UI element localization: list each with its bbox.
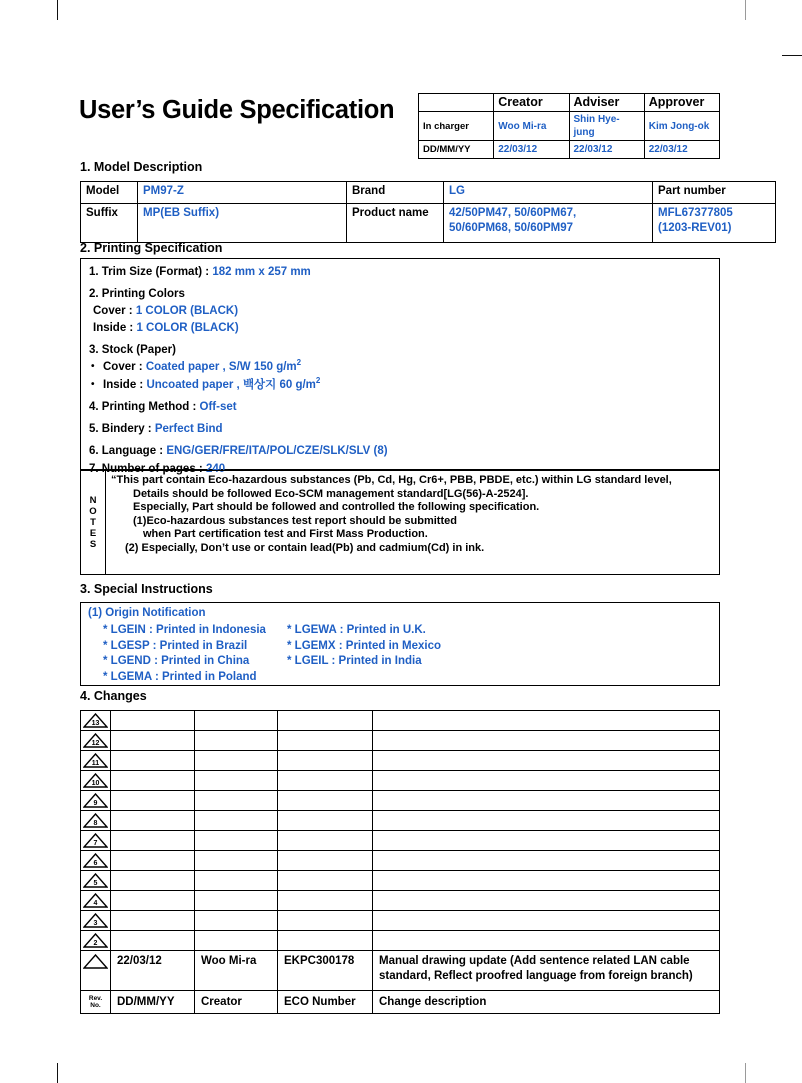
origin-list-column-2 <box>287 623 441 670</box>
revision-marker-cell <box>81 951 111 991</box>
notes-line-3: Especially, Part should be followed and controlled the following specification. <box>133 501 540 514</box>
origin-item-lgewa: * LGEWA : Printed in U.K. <box>287 624 426 636</box>
revision-triangle-icon <box>83 773 108 788</box>
bindery-label: 5. Bindery : <box>89 423 155 435</box>
table-row <box>81 771 720 791</box>
approval-col-approver: Approver <box>644 94 719 112</box>
change-description-cell <box>373 851 720 871</box>
revision-marker-cell <box>81 731 111 751</box>
table-row-active-revision <box>81 951 720 991</box>
approval-approver-date: 22/03/12 <box>644 141 719 159</box>
approval-table <box>418 93 720 159</box>
revision-marker-cell <box>81 831 111 851</box>
model-label: Model <box>81 182 138 204</box>
stock-label: 3. Stock (Paper) <box>89 344 176 356</box>
brand-value: LG <box>444 182 653 204</box>
change-creator-cell <box>195 811 278 831</box>
printing-specification-box <box>80 258 720 475</box>
change-date-cell <box>111 851 195 871</box>
printing-method-value: Off-set <box>199 401 237 413</box>
table-row <box>81 871 720 891</box>
suffix-value: MP(EB Suffix) <box>138 204 347 243</box>
section-heading-special-instructions: 3. Special Instructions <box>80 582 213 596</box>
origin-item-lgema: * LGEMA : Printed in Poland <box>103 670 257 683</box>
printing-colors-label: 2. Printing Colors <box>89 288 185 300</box>
origin-item-lgend: * LGEND : Printed in China <box>103 655 250 667</box>
column-header-date: DD/MM/YY <box>111 991 195 1014</box>
language-line <box>89 444 388 458</box>
model-description-table <box>80 181 776 243</box>
model-value: PM97-Z <box>138 182 347 204</box>
inside-color-value: 1 COLOR (BLACK) <box>136 322 239 334</box>
change-creator-cell <box>195 871 278 891</box>
change-date-cell <box>111 751 195 771</box>
revision-marker-cell <box>81 931 111 951</box>
model-table-row-1 <box>81 182 776 204</box>
change-date-cell <box>111 931 195 951</box>
bindery-value: Perfect Bind <box>154 423 223 435</box>
change-date-cell <box>111 911 195 931</box>
notes-letter-e: E <box>89 528 97 539</box>
revision-triangle-icon <box>83 753 108 768</box>
revision-marker-cell <box>81 771 111 791</box>
change-description-cell <box>373 731 720 751</box>
change-eco-cell <box>278 891 373 911</box>
column-header-eco-number: ECO Number <box>278 991 373 1014</box>
approval-row-label-in-charger: In charger <box>419 112 494 141</box>
revision-marker-cell <box>81 891 111 911</box>
notes-letter-t: T <box>90 517 96 528</box>
part-number-line-1: MFL67377805 <box>658 207 733 219</box>
revision-marker-cell <box>81 751 111 771</box>
change-date-cell <box>111 731 195 751</box>
revision-triangle-icon <box>83 893 108 908</box>
change-description-line-2: standard, Reflect proofred language from foreign branch) <box>379 970 693 982</box>
change-eco-cell <box>278 871 373 891</box>
revision-marker-cell <box>81 711 111 731</box>
change-description-cell <box>373 931 720 951</box>
table-row <box>81 931 720 951</box>
language-value: ENG/GER/FRE/ITA/POL/CZE/SLK/SLV (8) <box>166 445 388 457</box>
inside-color-label: Inside : <box>93 322 137 334</box>
table-row <box>81 891 720 911</box>
cover-color-line <box>93 304 238 318</box>
change-date-cell <box>111 791 195 811</box>
notes-line-6: (2) Especially, Don’t use or contain lead(Pb) and cadmium(Cd) in ink. <box>125 541 485 554</box>
revision-triangle-icon <box>83 733 108 748</box>
revision-marker-cell <box>81 871 111 891</box>
change-eco-cell <box>278 811 373 831</box>
section-heading-model-description: 1. Model Description <box>80 160 203 174</box>
change-description-line-1: Manual drawing update (Add sentence related LAN cable <box>379 955 690 967</box>
table-row <box>81 791 720 811</box>
revision-number: 9 <box>93 799 98 807</box>
language-label: 6. Language : <box>89 445 167 457</box>
approval-corner-cell <box>419 94 494 112</box>
printing-method-label: 4. Printing Method : <box>89 401 200 413</box>
changes-table <box>80 710 720 1014</box>
change-eco-cell <box>278 851 373 871</box>
table-row <box>81 911 720 931</box>
change-description-cell <box>373 831 720 851</box>
change-eco-cell: EKPC300178 <box>278 951 373 991</box>
change-creator-cell <box>195 911 278 931</box>
change-description-cell <box>373 871 720 891</box>
crop-mark-bottom-left <box>57 1063 58 1083</box>
table-row <box>81 711 720 731</box>
change-description-cell <box>373 791 720 811</box>
change-creator-cell <box>195 771 278 791</box>
product-name-value <box>444 204 653 243</box>
change-eco-cell <box>278 791 373 811</box>
change-creator-cell: Woo Mi-ra <box>195 951 278 991</box>
stock-inside-line <box>103 378 320 392</box>
change-description-cell <box>373 811 720 831</box>
change-description-cell <box>373 751 720 771</box>
printing-method-line <box>89 400 237 414</box>
pages-label: 7. Number of pages : <box>89 463 206 475</box>
revision-triangle-icon <box>83 853 108 868</box>
revision-triangle-icon <box>83 913 108 928</box>
section-heading-changes: 4. Changes <box>80 689 147 703</box>
change-description-cell <box>373 711 720 731</box>
revision-number: 3 <box>93 919 98 927</box>
approval-col-creator: Creator <box>494 94 569 112</box>
product-name-line-2: 50/60PM68, 50/60PM97 <box>449 222 574 234</box>
change-eco-cell <box>278 711 373 731</box>
revision-marker-cell <box>81 851 111 871</box>
revision-number: 10 <box>91 779 100 787</box>
change-description-cell <box>373 771 720 791</box>
origin-item-lgesp: * LGESP : Printed in Brazil <box>103 639 248 652</box>
approval-col-adviser: Adviser <box>569 94 644 112</box>
suffix-label: Suffix <box>81 204 138 243</box>
rev-no-label-line-1: Rev. <box>88 994 103 1002</box>
part-number-line-2: (1203-REV01) <box>658 222 732 234</box>
product-name-line-1: 42/50PM47, 50/60PM67, <box>449 207 577 219</box>
origin-item-lgeil: * LGEIL : Printed in India <box>287 655 422 667</box>
section-heading-printing-specification: 2. Printing Specification <box>80 241 223 255</box>
trim-size-label: 1. Trim Size (Format) : <box>89 266 213 278</box>
column-header-creator: Creator <box>195 991 278 1014</box>
approval-creator-date: 22/03/12 <box>494 141 569 159</box>
part-number-value <box>653 204 776 243</box>
notes-letter-n: N <box>89 495 97 506</box>
revision-marker-cell <box>81 791 111 811</box>
notes-line-2: Details should be followed Eco-SCM management standard[LG(56)-A-2524]. <box>133 487 529 500</box>
bindery-line <box>89 422 223 436</box>
revision-number: 4 <box>93 899 98 907</box>
change-eco-cell <box>278 771 373 791</box>
page-title: User’s Guide Specification <box>79 96 395 124</box>
part-number-label: Part number <box>653 182 776 204</box>
revision-number-header-cell <box>81 991 111 1014</box>
change-eco-cell <box>278 931 373 951</box>
revision-marker-cell <box>81 811 111 831</box>
change-date-cell <box>111 871 195 891</box>
revision-triangle-icon <box>83 873 108 888</box>
change-creator-cell <box>195 791 278 811</box>
trim-size-value: 182 mm x 257 mm <box>212 266 311 278</box>
change-date-cell <box>111 891 195 911</box>
change-creator-cell <box>195 831 278 851</box>
change-eco-cell <box>278 911 373 931</box>
notes-letter-s: S <box>89 539 97 550</box>
change-date-cell <box>111 771 195 791</box>
changes-table-body <box>81 711 720 1014</box>
approval-creator-name: Woo Mi-ra <box>494 112 569 141</box>
table-row <box>81 851 720 871</box>
change-eco-cell <box>278 731 373 751</box>
special-instructions-box <box>80 602 720 686</box>
crop-mark-top-right <box>745 0 746 20</box>
revision-number: 11 <box>91 759 100 767</box>
notes-line-1: “This part contain Eco-hazardous substances (Pb, Cd, Hg, Cr6+, PBB, PBDE, etc.) within LG standard level, <box>111 474 672 486</box>
model-table-row-2 <box>81 204 776 243</box>
change-date-cell <box>111 711 195 731</box>
trim-size-line <box>89 265 311 279</box>
revision-triangle-icon <box>83 933 108 948</box>
change-date-cell <box>111 811 195 831</box>
revision-triangle-icon <box>83 813 108 828</box>
cover-color-value: 1 COLOR (BLACK) <box>135 305 239 317</box>
revision-triangle-icon <box>83 793 108 808</box>
table-row <box>81 831 720 851</box>
stock-cover-value: Coated paper , S/W 150 g/m <box>145 361 297 373</box>
change-description-cell <box>373 951 720 991</box>
change-creator-cell <box>195 851 278 871</box>
revision-number: 8 <box>93 819 98 827</box>
table-header-row <box>81 991 720 1014</box>
stock-inside-label: Inside : <box>103 379 147 391</box>
origin-notification-title: (1) Origin Notification <box>88 607 206 619</box>
approval-row-label-date: DD/MM/YY <box>419 141 494 159</box>
crop-mark-top-left <box>57 0 58 20</box>
column-header-change-description: Change description <box>373 991 720 1014</box>
notes-letter-o: O <box>89 506 97 517</box>
approval-adviser-date: 22/03/12 <box>569 141 644 159</box>
notes-box <box>80 470 720 575</box>
change-creator-cell <box>195 891 278 911</box>
origin-list-column-1 <box>103 623 266 685</box>
change-creator-cell <box>195 931 278 951</box>
notes-line-5: when Part certification test and First Mass Production. <box>143 528 428 541</box>
change-creator-cell <box>195 731 278 751</box>
change-description-cell <box>373 911 720 931</box>
change-date-cell: 22/03/12 <box>111 951 195 991</box>
change-eco-cell <box>278 831 373 851</box>
notes-vertical-label <box>81 471 106 574</box>
crop-mark-top-right-horizontal <box>782 55 802 56</box>
approval-approver-name: Kim Jong-ok <box>644 112 719 141</box>
origin-item-lgein: * LGEIN : Printed in Indonesia <box>103 624 266 636</box>
product-name-label: Product name <box>347 204 444 243</box>
approval-header-row <box>419 94 720 112</box>
cover-color-label: Cover : <box>93 305 136 317</box>
revision-number: 5 <box>93 879 98 887</box>
inside-color-line <box>93 321 239 335</box>
revision-triangle-icon <box>83 954 108 969</box>
revision-triangle-icon <box>83 833 108 848</box>
stock-cover-line <box>103 360 301 374</box>
crop-mark-bottom-right <box>745 1063 746 1083</box>
approval-adviser-name: Shin Hye-jung <box>569 112 644 141</box>
revision-number: 2 <box>93 939 98 947</box>
revision-triangle-icon <box>83 713 108 728</box>
change-creator-cell <box>195 711 278 731</box>
notes-text <box>111 474 715 556</box>
revision-marker-cell <box>81 911 111 931</box>
brand-label: Brand <box>347 182 444 204</box>
approval-row-in-charger <box>419 112 720 141</box>
stock-inside-superscript: 2 <box>315 376 321 386</box>
revision-number: 13 <box>91 719 100 727</box>
origin-item-lgemx: * LGEMX : Printed in Mexico <box>287 639 441 652</box>
change-eco-cell <box>278 751 373 771</box>
revision-number: 6 <box>93 859 98 867</box>
stock-cover-superscript: 2 <box>296 358 302 368</box>
stock-inside-value: Uncoated paper , 백상지 60 g/m <box>146 379 316 391</box>
rev-no-label-line-2: No. <box>90 1002 101 1009</box>
stock-cover-label: Cover : <box>103 361 146 373</box>
table-row <box>81 811 720 831</box>
pages-value: 240 <box>205 463 226 475</box>
change-date-cell <box>111 831 195 851</box>
revision-number: 7 <box>93 839 98 847</box>
table-row <box>81 731 720 751</box>
change-description-cell <box>373 891 720 911</box>
table-row <box>81 751 720 771</box>
notes-line-4: (1)Eco-hazardous substances test report should be submitted <box>133 514 457 527</box>
change-creator-cell <box>195 751 278 771</box>
revision-number: 12 <box>91 739 100 747</box>
approval-row-date <box>419 141 720 159</box>
